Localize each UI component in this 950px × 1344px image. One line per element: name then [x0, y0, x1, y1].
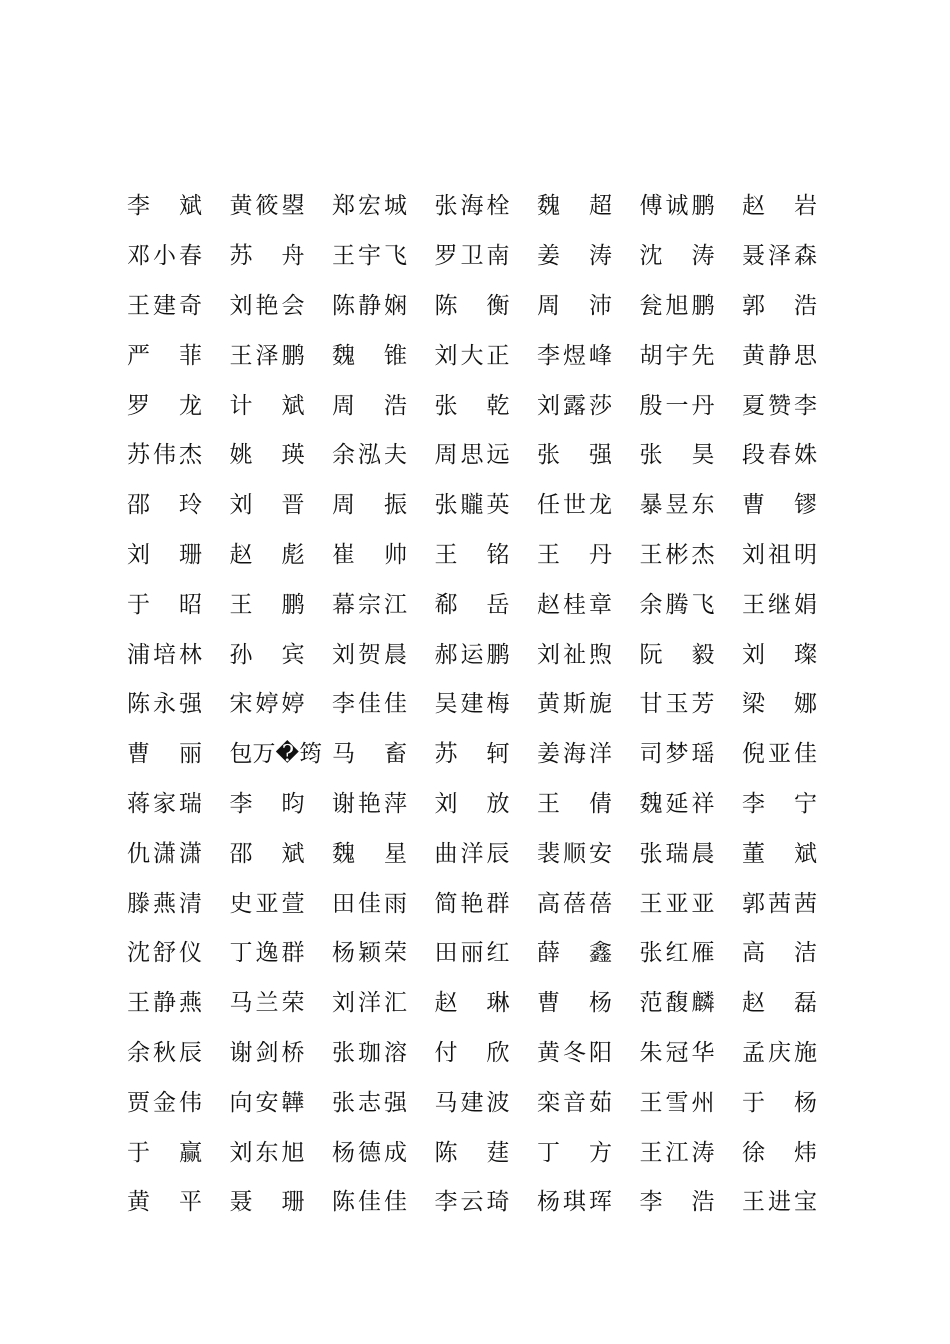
name-entry: 崔 帅	[332, 541, 407, 568]
name-row	[127, 1178, 827, 1228]
name-entry: 余 腾 飞	[639, 591, 715, 618]
name-entry: 刘 艳 会	[229, 292, 305, 319]
name-row	[127, 182, 827, 232]
name-entry: 高 蓓 蓓	[537, 890, 612, 917]
name-entry: 黄 冬 阳	[537, 1039, 612, 1066]
name-entry: 邵 玲	[127, 492, 202, 519]
name-entry: 朱 冠 华	[639, 1039, 715, 1066]
name-row	[127, 730, 827, 780]
name-entry: 张 强	[537, 442, 612, 469]
name-entry: 傅 诚 鹏	[639, 193, 715, 220]
name-row	[127, 232, 827, 282]
name-entry: 马 畜	[332, 741, 407, 768]
name-entry: 王 亚 亚	[639, 890, 715, 917]
name-entry: 王 宇 飞	[332, 243, 407, 270]
name-row	[127, 1128, 827, 1178]
name-entry: 聂 珊	[229, 1189, 305, 1216]
name-entry: 赵 彪	[229, 541, 305, 568]
name-entry: 魏 超	[537, 193, 612, 220]
name-entry: 李 斌	[127, 193, 202, 220]
name-row	[127, 381, 827, 431]
name-entry: 张 志 强	[332, 1089, 407, 1116]
name-entry: 丁 逸 群	[229, 940, 305, 967]
name-entry: 刘 露 莎	[537, 392, 612, 419]
name-entry: 谢 艳 萍	[332, 790, 407, 817]
name-entry: 张 瑞 晨	[639, 840, 715, 867]
name-entry: 徐 炜	[742, 1139, 817, 1166]
name-entry: 甘 玉 芳	[639, 691, 715, 718]
name-entry: 魏 锥	[332, 342, 407, 369]
name-entry: 向 安 韡	[229, 1089, 305, 1116]
name-entry: 贾 金 伟	[127, 1089, 202, 1116]
name-entry: 孟 庆 施	[742, 1039, 817, 1066]
name-entry: 殷 一 丹	[639, 392, 715, 419]
name-entry: 黄 筱 曌	[229, 193, 305, 220]
name-entry: 宋 婷 婷	[229, 691, 305, 718]
name-entry: 董 斌	[742, 840, 817, 867]
name-entry: 瓮 旭 鹏	[639, 292, 715, 319]
name-entry: 吴 建 梅	[434, 691, 510, 718]
name-entry: 周 沛	[537, 292, 612, 319]
name-entry: 张 海 栓	[434, 193, 510, 220]
name-row	[127, 829, 827, 879]
name-entry: 刘 晋	[229, 492, 305, 519]
name-row	[127, 282, 827, 332]
name-entry: 刘 祖 明	[742, 541, 817, 568]
name-entry: 杨 颖 荣	[332, 940, 407, 967]
name-entry: 沈 舒 仪	[127, 940, 202, 967]
name-entry: 马 兰 荣	[229, 990, 305, 1017]
name-entry: 曹 杨	[537, 990, 612, 1017]
name-entry: 张 昊	[639, 442, 715, 469]
name-entry: 于 赢	[127, 1139, 202, 1166]
name-entry: 张 乾	[434, 392, 510, 419]
name-entry: 刘 璨	[742, 641, 817, 668]
name-entry: 赵 桂 章	[537, 591, 612, 618]
name-entry: 田 佳 雨	[332, 890, 407, 917]
name-entry: 刘 珊	[127, 541, 202, 568]
name-entry: 罗 卫 南	[434, 243, 510, 270]
name-entry: 杨 德 成	[332, 1139, 407, 1166]
name-entry: 刘 贺 晨	[332, 641, 407, 668]
name-row	[127, 1029, 827, 1079]
name-entry: 刘 洋 汇	[332, 990, 407, 1017]
name-entry: 王 建 奇	[127, 292, 202, 319]
name-entry: 姚 瑛	[229, 442, 305, 469]
name-entry: 刘 祉 煦	[537, 641, 612, 668]
name-row	[127, 879, 827, 929]
name-entry: 高 洁	[742, 940, 817, 967]
name-row	[127, 481, 827, 531]
name-entry: 梁 娜	[742, 691, 817, 718]
name-entry: 幕 宗 江	[332, 591, 407, 618]
name-entry: 胡 宇 先	[639, 342, 715, 369]
name-entry: 夏 赞 李	[742, 392, 817, 419]
name-entry: 王 静 燕	[127, 990, 202, 1017]
name-entry: 曹 丽	[127, 741, 202, 768]
name-entry: 赵 磊	[742, 990, 817, 1017]
name-entry: 裴 顺 安	[537, 840, 612, 867]
name-entry: 田 丽 红	[434, 940, 510, 967]
name-entry: 倪 亚 佳	[742, 741, 817, 768]
name-row	[127, 1078, 827, 1128]
name-entry: 谢 剑 桥	[229, 1039, 305, 1066]
name-entry: 邓 小 春	[127, 243, 202, 270]
name-row	[127, 780, 827, 830]
name-entry: 孙 宾	[229, 641, 305, 668]
name-entry: 王 丹	[537, 541, 612, 568]
name-entry: 包 万 � 筠	[229, 741, 323, 768]
name-entry: 王 倩	[537, 790, 612, 817]
name-entry: 段 春 姝	[742, 442, 817, 469]
name-entry: 马 建 波	[434, 1089, 510, 1116]
name-entry: 严 菲	[127, 342, 202, 369]
name-row	[127, 979, 827, 1029]
name-entry: 王 雪 州	[639, 1089, 715, 1116]
name-entry: 邵 斌	[229, 840, 305, 867]
name-entry: 计 斌	[229, 392, 305, 419]
name-entry: 栾 音 茹	[537, 1089, 612, 1116]
name-entry: 罗 龙	[127, 392, 202, 419]
name-entry: 苏 伟 杰	[127, 442, 202, 469]
name-entry: 李 宁	[742, 790, 817, 817]
name-entry: 于 杨	[742, 1089, 817, 1116]
name-entry: 刘 东 旭	[229, 1139, 305, 1166]
name-entry: 曹 镠	[742, 492, 817, 519]
name-entry: 姜 涛	[537, 243, 612, 270]
name-entry: 姜 海 洋	[537, 741, 612, 768]
name-entry: 张 红 雁	[639, 940, 715, 967]
name-entry: 王 江 涛	[639, 1139, 715, 1166]
name-row	[127, 630, 827, 680]
name-entry: 王 进 宝	[742, 1189, 817, 1216]
name-entry: 郝 运 鹏	[434, 641, 510, 668]
name-entry: 赵 岩	[742, 193, 817, 220]
name-entry: 苏 轲	[434, 741, 510, 768]
name-row	[127, 531, 827, 581]
name-entry: 余 秋 辰	[127, 1039, 202, 1066]
name-entry: 史 亚 萱	[229, 890, 305, 917]
name-entry: 李 昀	[229, 790, 305, 817]
name-row	[127, 680, 827, 730]
name-entry: 余 泓 夫	[332, 442, 407, 469]
name-entry: 郗 岳	[434, 591, 510, 618]
name-entry: 陈 静 娴	[332, 292, 407, 319]
name-row	[127, 331, 827, 381]
name-entry: 王 彬 杰	[639, 541, 715, 568]
name-entry: 王 鹏	[229, 591, 305, 618]
name-entry: 苏 舟	[229, 243, 305, 270]
name-entry: 司 梦 瑶	[639, 741, 715, 768]
name-entry: 郭 茜 茜	[742, 890, 817, 917]
name-entry: 黄 静 思	[742, 342, 817, 369]
name-entry: 浦 培 林	[127, 641, 202, 668]
name-entry: 薛 鑫	[537, 940, 612, 967]
name-entry: 黄 斯 旎	[537, 691, 612, 718]
name-entry: 郑 宏 城	[332, 193, 407, 220]
name-entry: 简 艳 群	[434, 890, 510, 917]
name-entry: 郭 浩	[742, 292, 817, 319]
name-entry: 王 继 娟	[742, 591, 817, 618]
name-entry: 阮 毅	[639, 641, 715, 668]
name-entry: 陈 佳 佳	[332, 1189, 407, 1216]
name-entry: 黄 平	[127, 1189, 202, 1216]
name-entry: 周 浩	[332, 392, 407, 419]
name-entry: 陈 莛	[434, 1139, 510, 1166]
name-entry: 丁 方	[537, 1139, 612, 1166]
name-row	[127, 580, 827, 630]
name-entry: 滕 燕 清	[127, 890, 202, 917]
name-entry: 周 思 远	[434, 442, 510, 469]
name-entry: 李 浩	[639, 1189, 715, 1216]
name-entry: 聂 泽 森	[742, 243, 817, 270]
name-entry: 王 铭	[434, 541, 510, 568]
name-entry: 张 珈 溶	[332, 1039, 407, 1066]
name-entry: 曲 洋 辰	[434, 840, 510, 867]
name-entry: 付 欣	[434, 1039, 510, 1066]
name-row	[127, 929, 827, 979]
name-entry: 周 振	[332, 492, 407, 519]
name-entry: 任 世 龙	[537, 492, 612, 519]
name-entry: 赵 琳	[434, 990, 510, 1017]
name-entry: 魏 延 祥	[639, 790, 715, 817]
name-entry: 陈 衡	[434, 292, 510, 319]
name-entry: 沈 涛	[639, 243, 715, 270]
name-entry: 杨 琪 珲	[537, 1189, 612, 1216]
name-entry: 李 云 琦	[434, 1189, 510, 1216]
name-entry: 李 煜 峰	[537, 342, 612, 369]
name-entry: 刘 放	[434, 790, 510, 817]
name-entry: 范 馥 麟	[639, 990, 715, 1017]
name-entry: 李 佳 佳	[332, 691, 407, 718]
name-entry: 刘 大 正	[434, 342, 510, 369]
name-entry: 王 泽 鹏	[229, 342, 305, 369]
name-entry: 暴 昱 东	[639, 492, 715, 519]
name-entry: 陈 永 强	[127, 691, 202, 718]
name-entry: 于 昭	[127, 591, 202, 618]
name-entry: 魏 星	[332, 840, 407, 867]
name-entry: 蒋 家 瑞	[127, 790, 202, 817]
name-entry: 张 贚 英	[434, 492, 510, 519]
name-row	[127, 431, 827, 481]
name-entry: 仇 潇 潇	[127, 840, 202, 867]
name-list	[127, 182, 827, 1228]
